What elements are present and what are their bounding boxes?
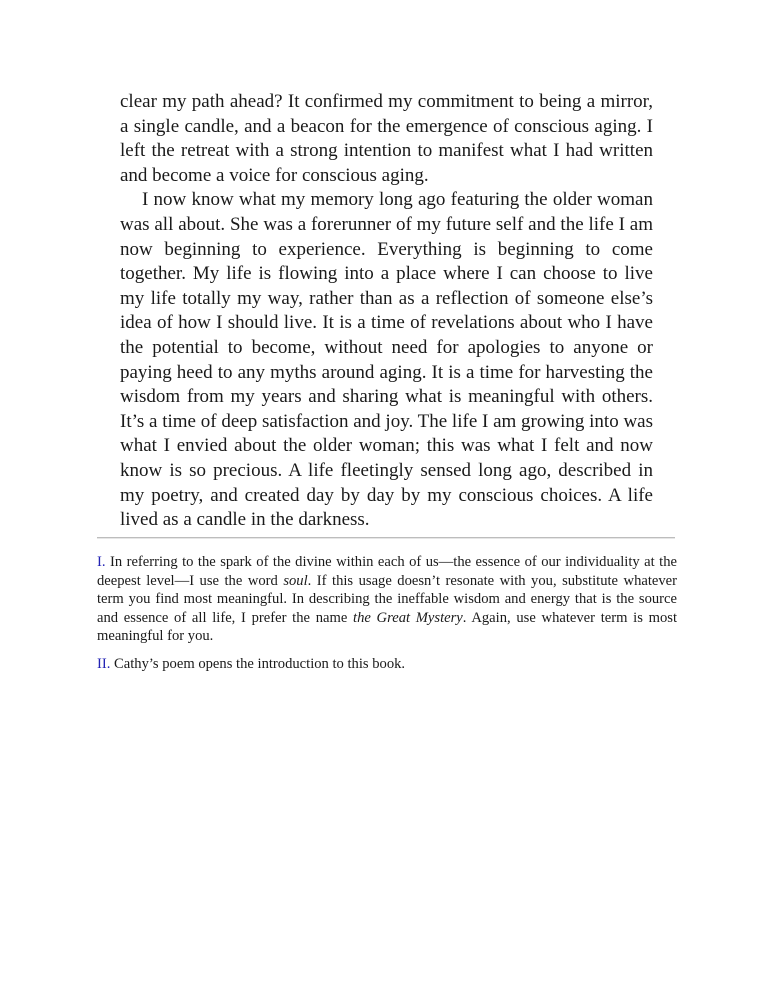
footnotes-section: [97, 553, 677, 683]
footnote-1-marker-link[interactable]: I.: [97, 554, 106, 570]
main-text: [120, 90, 653, 533]
footnote-1-text-part-1: In referring to the spark of the divine within each of us—the essence of our individuality at the deepest level—I use the word: [97, 554, 677, 589]
footnote-1-italic-soul: soul: [283, 572, 308, 589]
footnote-1-text-part-2: . If this usage doesn’t resonate with you, substitute whatever term you find most meaningful. In describing the ineffable wisdom and energy that is the source and essence of all life, I prefer the name: [97, 572, 678, 626]
footnote-divider: [97, 537, 675, 539]
footnote-1-text-part-3: . Again, use whatever term is most meaningful for you.: [97, 609, 678, 645]
footnote-1: [97, 553, 677, 646]
footnote-2: [97, 655, 677, 674]
paragraph-2: I now know what my memory long ago featuring the older woman was all about. She was a forerunner of my future self and the life I am now beginning to experience. Everything is beginning to come together. My life is flowing into a place where I can choose to live my life totally my way, rather than as a reflection of someone else’s idea of how I should live. It is a time of revelations about who I have the potential to become, without need for apologies to anyone or paying heed to any myths around aging. It is a time for harvesting the wisdom from my years and sharing what is meaningful with others. It’s a time of deep satisfaction and joy. The life I am growing into was what I envied about the older woman; this was what I felt and now know is so precious. A life fleetingly sensed long ago, described in my poetry, and created day by day by my conscious choices. A life lived as a candle in the darkness.: [120, 189, 653, 531]
footnote-1-italic-great-mystery: the Great Mystery: [353, 609, 463, 626]
footnote-2-text: Cathy’s poem opens the introduction to this book.: [110, 655, 406, 672]
paragraph-1: clear my path ahead? It confirmed my commitment to being a mirror, a single candle, and a beacon for the emergence of conscious aging. I left the retreat with a strong intention to manifest what I had written and become a voice for conscious aging.: [120, 91, 653, 186]
footnote-2-marker-link[interactable]: II.: [97, 655, 111, 672]
